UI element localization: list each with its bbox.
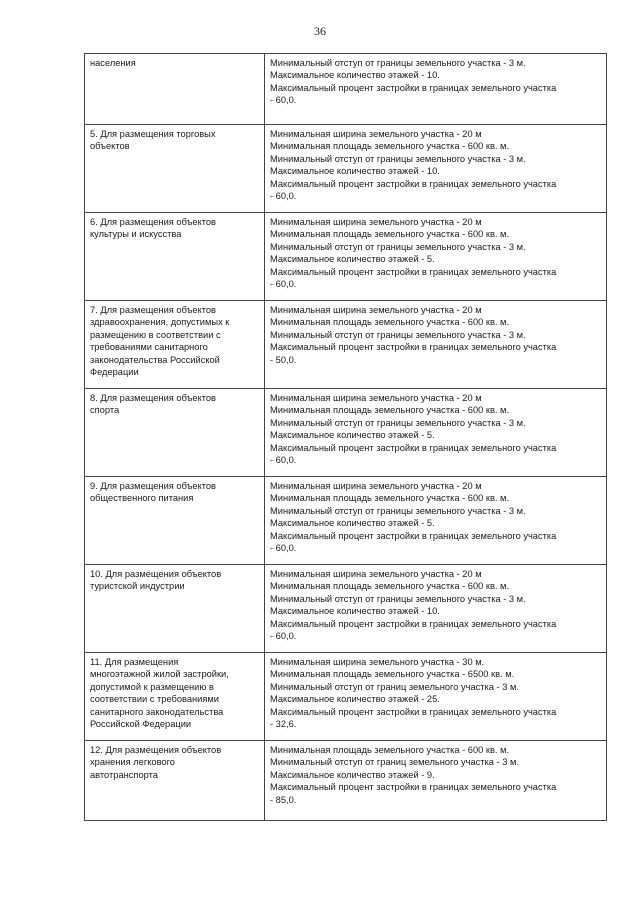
parameters-cell (265, 565, 607, 653)
land-use-type-cell (85, 125, 265, 213)
land-use-type-line: населения (90, 58, 136, 68)
land-use-type-line: 7. Для размещения объектов (90, 305, 216, 315)
parameter-line: - 60,0. (270, 279, 297, 290)
table-row (85, 125, 607, 213)
parameter-line: Минимальный отступ от границы земельного участка - 3 м. (270, 593, 526, 604)
parameter-line: Минимальный отступ от границы земельного участка - 3 м. (270, 58, 526, 68)
land-use-type-cell (85, 213, 265, 301)
parameters-cell (265, 741, 607, 821)
land-use-type-cell (85, 54, 265, 125)
land-use-type-line: многоэтажной жилой застройки, (90, 669, 229, 680)
parameters-cell (265, 477, 607, 565)
land-use-type-line: законодательства Российской (90, 354, 220, 365)
parameter-line: Минимальный отступ от границы земельного участка - 3 м. (270, 505, 526, 516)
land-use-type-line: 5. Для размещения торговых (90, 129, 216, 139)
land-use-type-line: общественного питания (90, 493, 194, 504)
parameter-line: - 85,0. (270, 794, 297, 805)
land-use-type-line: 6. Для размещения объектов (90, 217, 216, 227)
parameter-line: - 50,0. (270, 354, 297, 365)
parameter-line: Минимальная площадь земельного участка - 600 кв. м. (270, 229, 510, 240)
land-use-type-line: соответствии с требованиями (90, 694, 219, 705)
parameter-line: Максимальное количество этажей - 10. (270, 166, 440, 177)
parameter-line: Максимальный процент застройки в границах земельного участка (270, 442, 557, 453)
parameter-line: Минимальный отступ от границы земельного участка - 3 м. (270, 241, 526, 252)
parameter-line: Максимальный процент застройки в границах земельного участка (270, 782, 557, 793)
parameter-line: Минимальная площадь земельного участка - 600 кв. м. (270, 493, 510, 504)
parameter-line: - 60,0. (270, 631, 297, 642)
parameter-line: Максимальный процент застройки в границах земельного участка (270, 82, 557, 93)
parameters-cell (265, 653, 607, 741)
land-use-type-line: 9. Для размещения объектов (90, 481, 216, 491)
parameter-line: Минимальная ширина земельного участка - 20 м (270, 481, 482, 491)
land-use-type-line: хранения легкового (90, 757, 175, 768)
table-row (85, 653, 607, 741)
parameter-line: Минимальный отступ от границы земельного участка - 3 м. (270, 329, 526, 340)
parameter-line: Минимальный отступ от границ земельного участка - 3 м. (270, 757, 519, 768)
parameter-line: Минимальная ширина земельного участка - 20 м (270, 393, 482, 403)
land-use-type-line: культуры и искусства (90, 229, 182, 240)
table-row (85, 213, 607, 301)
parameter-line: Минимальная площадь земельного участка - 600 кв. м. (270, 317, 510, 328)
parameter-line: - 60,0. (270, 455, 297, 466)
parameter-line: Максимальный процент застройки в границах земельного участка (270, 178, 557, 189)
parameter-line: - 60,0. (270, 191, 297, 202)
parameter-line: Максимальный процент застройки в границах земельного участка (270, 618, 557, 629)
land-use-type-line: спорта (90, 405, 120, 416)
parameter-line: Минимальная площадь земельного участка - 6500 кв. м. (270, 669, 515, 680)
land-use-type-line: допустимой к размещению в (90, 681, 214, 692)
regulations-table (84, 53, 607, 821)
parameter-line: Минимальная ширина земельного участка - 20 м (270, 305, 482, 315)
land-use-type-line: здравоохранения, допустимых к (90, 317, 230, 328)
parameter-line: Минимальная ширина земельного участка - 20 м (270, 129, 482, 139)
land-use-type-line: размещению в соответствии с (90, 329, 221, 340)
parameters-cell (265, 125, 607, 213)
parameter-line: Минимальная площадь земельного участка - 600 кв. м. (270, 581, 510, 592)
parameters-cell (265, 213, 607, 301)
parameter-line: Минимальная площадь земельного участка - 600 кв. м. (270, 745, 510, 755)
land-use-type-cell (85, 741, 265, 821)
parameters-cell (265, 389, 607, 477)
page-number: 36 (314, 24, 326, 38)
land-use-type-line: Федерации (90, 367, 139, 378)
parameters-cell (265, 54, 607, 125)
parameter-line: Максимальный процент застройки в границах земельного участка (270, 706, 557, 717)
parameter-line: Максимальное количество этажей - 5. (270, 254, 435, 265)
land-use-type-line: требованиями санитарного (90, 342, 208, 353)
parameter-line: Максимальное количество этажей - 9. (270, 769, 435, 780)
parameter-line: Максимальное количество этажей - 25. (270, 694, 440, 705)
parameter-line: Максимальное количество этажей - 5. (270, 518, 435, 529)
land-use-type-line: автотранспорта (90, 769, 158, 780)
parameter-line: Минимальная ширина земельного участка - 30 м. (270, 657, 485, 667)
land-use-type-line: туристской индустрии (90, 581, 185, 592)
parameter-line: - 32,6. (270, 719, 297, 730)
parameter-line: Максимальное количество этажей - 10. (270, 70, 440, 81)
parameter-line: Максимальный процент застройки в границах земельного участка (270, 266, 557, 277)
parameter-line: - 60,0. (270, 543, 297, 554)
land-use-type-cell (85, 301, 265, 389)
table-row (85, 565, 607, 653)
table-row (85, 389, 607, 477)
parameter-line: Максимальный процент застройки в границах земельного участка (270, 342, 557, 353)
parameter-line: Минимальная ширина земельного участка - 20 м (270, 569, 482, 579)
land-use-type-line: 12. Для размещения объектов (90, 745, 222, 755)
parameter-line: Максимальное количество этажей - 10. (270, 606, 440, 617)
parameter-line: Минимальный отступ от границы земельного участка - 3 м. (270, 153, 526, 164)
table-row (85, 741, 607, 821)
table-row (85, 54, 607, 125)
parameter-line: Минимальная площадь земельного участка - 600 кв. м. (270, 141, 510, 152)
parameter-line: Минимальная площадь земельного участка - 600 кв. м. (270, 405, 510, 416)
regulations-table-body (85, 54, 607, 821)
land-use-type-line: объектов (90, 141, 130, 152)
land-use-type-cell (85, 565, 265, 653)
land-use-type-cell (85, 477, 265, 565)
parameter-line: Минимальный отступ от границ земельного участка - 3 м. (270, 681, 519, 692)
table-row (85, 301, 607, 389)
land-use-type-line: санитарного законодательства (90, 706, 224, 717)
land-use-type-line: 11. Для размещения (90, 657, 179, 667)
land-use-type-cell (85, 653, 265, 741)
land-use-type-line: 8. Для размещения объектов (90, 393, 216, 403)
parameter-line: Минимальный отступ от границы земельного участка - 3 м. (270, 417, 526, 428)
land-use-type-cell (85, 389, 265, 477)
land-use-type-line: 10. Для размещения объектов (90, 569, 222, 579)
land-use-type-line: Российской Федерации (90, 719, 192, 730)
parameter-line: - 60,0. (270, 95, 297, 106)
table-row (85, 477, 607, 565)
parameter-line: Максимальный процент застройки в границах земельного участка (270, 530, 557, 541)
parameter-line: Максимальное количество этажей - 5. (270, 430, 435, 441)
parameters-cell (265, 301, 607, 389)
parameter-line: Минимальная ширина земельного участка - 20 м (270, 217, 482, 227)
